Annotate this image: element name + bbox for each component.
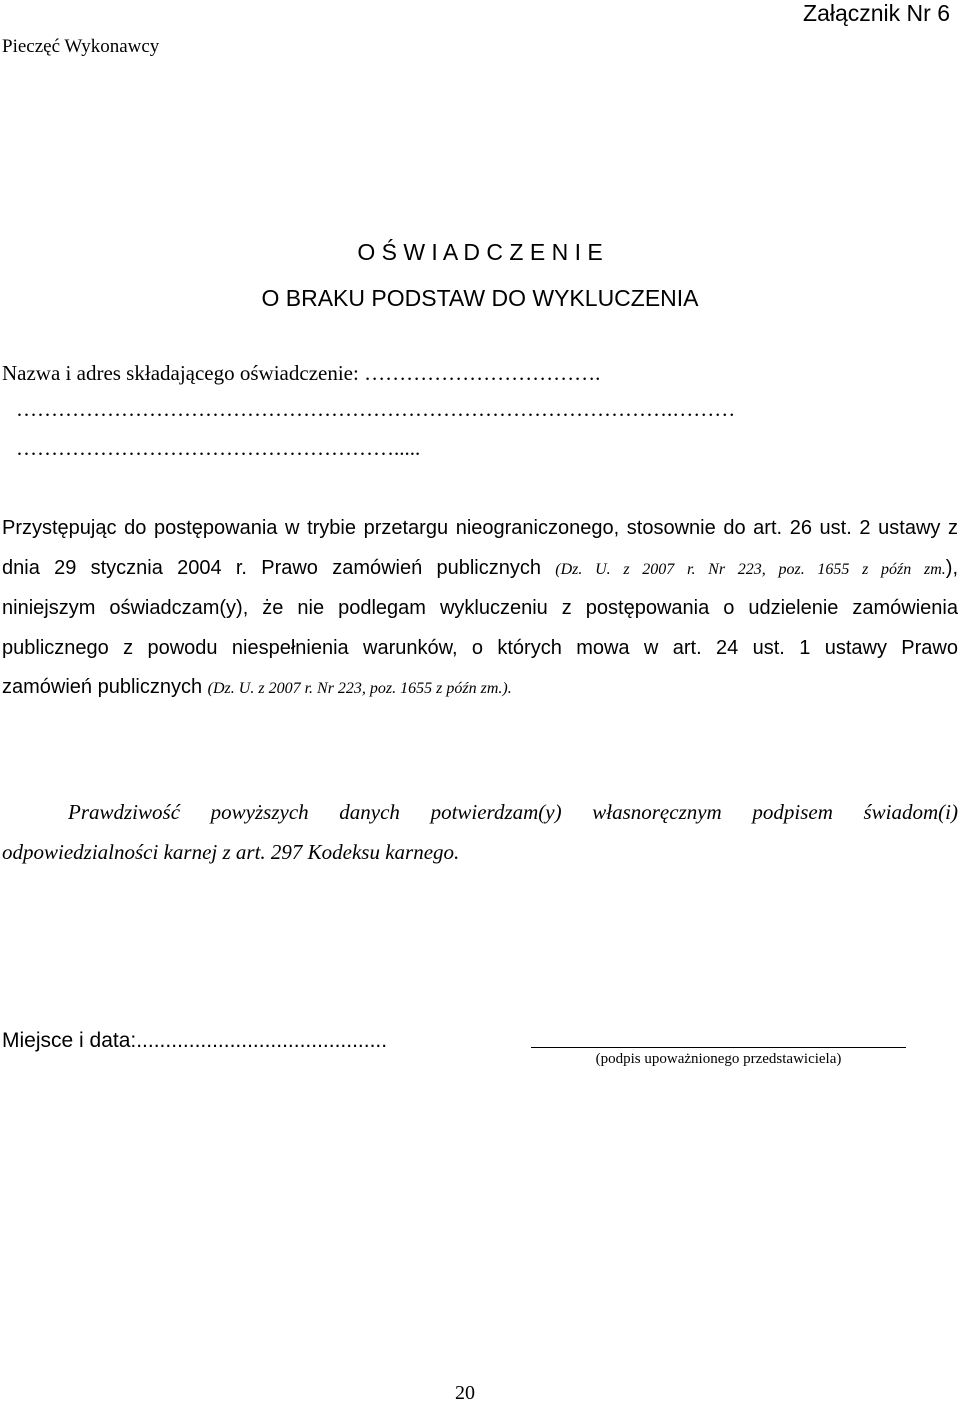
applicant-name-field <box>2 361 600 386</box>
statement-line-2-citation: (Dz. U. z 2007 r. Nr 223, poz. 1655 z późn zm. <box>555 561 946 578</box>
applicant-dots-3: ………………………………………………..... <box>16 436 421 460</box>
document-subtitle: O BRAKU PODSTAW DO WYKLUCZENIA <box>261 285 699 311</box>
statement-line-3: niniejszym oświadczam(y), że nie podlegam wykluczeniu z postępowania o udzielenie zamówienia <box>2 597 958 619</box>
contractor-stamp-label: Pieczęć Wykonawcy <box>2 36 160 57</box>
applicant-dots-2: ………………………………………………………………………………….……… <box>16 397 736 421</box>
signature-caption: (podpis upoważnionego przedstawiciela) <box>595 1051 842 1067</box>
statement-line-4: publicznego z powodu niespełnienia warunków, o których mowa w art. 24 ust. 1 ustawy Prawo <box>2 637 958 659</box>
statement-line-5-citation: (Dz. U. z 2007 r. Nr 223, poz. 1655 z późn zm.). <box>207 680 512 697</box>
place-date-field: Miejsce i data:........................................... <box>2 1029 388 1052</box>
statement-line-2-text: dnia 29 stycznia 2004 r. Prawo zamówień publicznych <box>2 557 541 579</box>
truthfulness-line-1: Prawdziwość powyższych danych potwierdzam(y) własnoręcznym podpisem świadom(i) <box>68 800 958 824</box>
statement-line-5-text: zamówień publicznych <box>2 676 203 698</box>
truthfulness-line-2: odpowiedzialności karnej z art. 297 Kodeksu karnego. <box>2 840 460 864</box>
applicant-label: Nazwa i adres składającego oświadczenie: <box>2 361 359 385</box>
document-title: O Ś W I A D C Z E N I E <box>357 239 603 265</box>
page-number: 20 <box>455 1382 475 1404</box>
statement-line-1: Przystępując do postępowania w trybie przetargu nieograniczonego, stosownie do art. 26 ust. 2 ustawy z <box>2 517 958 539</box>
statement-line-2 <box>2 557 958 580</box>
applicant-dots-1: ……………………………. <box>364 361 601 385</box>
signature-line <box>531 1047 906 1048</box>
statement-line-5 <box>2 676 958 699</box>
annex-label: Załącznik Nr 6 <box>803 0 950 26</box>
statement-line-2-end: ), <box>945 557 958 579</box>
